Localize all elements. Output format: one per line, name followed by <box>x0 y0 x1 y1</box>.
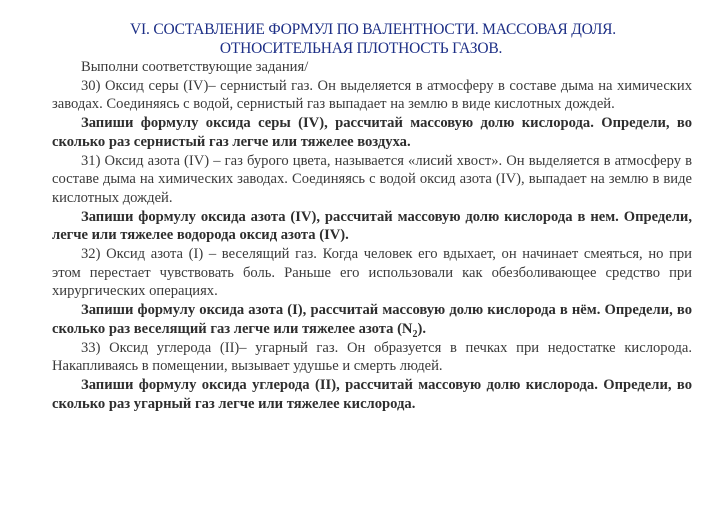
section-title-line-1: VI. СОСТАВЛЕНИЕ ФОРМУЛ ПО ВАЛЕНТНОСТИ. МАССОВАЯ ДОЛЯ. <box>130 21 616 38</box>
task-30-question: Запиши формулу оксида серы (IV), рассчитай массовую долю кислорода. Определи, во сколько раз сернистый газ легче или тяжелее воздуха. <box>52 115 692 150</box>
task-32-question-end: ). <box>417 320 426 337</box>
document-body <box>52 58 692 413</box>
task-31-text: 31) Оксид азота (IV) – газ бурого цвета, называется «лисий хвост». Он выделяется в атмосферу в составе дыма на химических заводах. Соединяясь с водой оксид азота (IV), выпадает на землю в виде кислотных дождей. <box>52 152 692 206</box>
task-33-text: 33) Оксид углерода (II)– угарный газ. Он образуется в печках при недостатке кислорода. Накапливаясь в помещении, вызывает удушье и смерть людей. <box>52 339 692 375</box>
section-title-line-2: ОТНОСИТЕЛЬНАЯ ПЛОТНОСТЬ ГАЗОВ. <box>219 40 503 57</box>
task-32-text: 32) Оксид азота (I) – веселящий газ. Когда человек его вдыхает, он начинает смеяться, но при этом перестает чувствовать боль. Раньше его использовали как обезболивающее средство при хирургических операциях. <box>52 246 692 300</box>
intro-instruction: Выполни соответствующие задания/ <box>81 59 309 75</box>
task-32-question-subscript: 2 <box>412 328 418 340</box>
task-32-question <box>52 301 692 338</box>
task-33-question: Запиши формулу оксида углерода (II), рассчитай массовую долю кислорода. Определи, во сколько раз угарный газ легче или тяжелее кислорода. <box>52 376 692 412</box>
task-32-question-text: Запиши формулу оксида азота (I), рассчитай массовую долю кислорода в нём. Определи, во сколько раз веселящий газ легче или тяжелее азота (N <box>52 302 692 337</box>
task-30-text: 30) Оксид серы (IV)– сернистый газ. Он выделяется в атмосферу в составе дыма на химических заводах. Соединяясь с водой, сернистый газ выпадает на землю в виде кислотных дождей. <box>52 77 692 113</box>
task-31-question: Запиши формулу оксида азота (IV), рассчитай массовую долю кислорода в нем. Определи, легче или тяжелее водорода оксид азота (IV). <box>52 208 692 244</box>
